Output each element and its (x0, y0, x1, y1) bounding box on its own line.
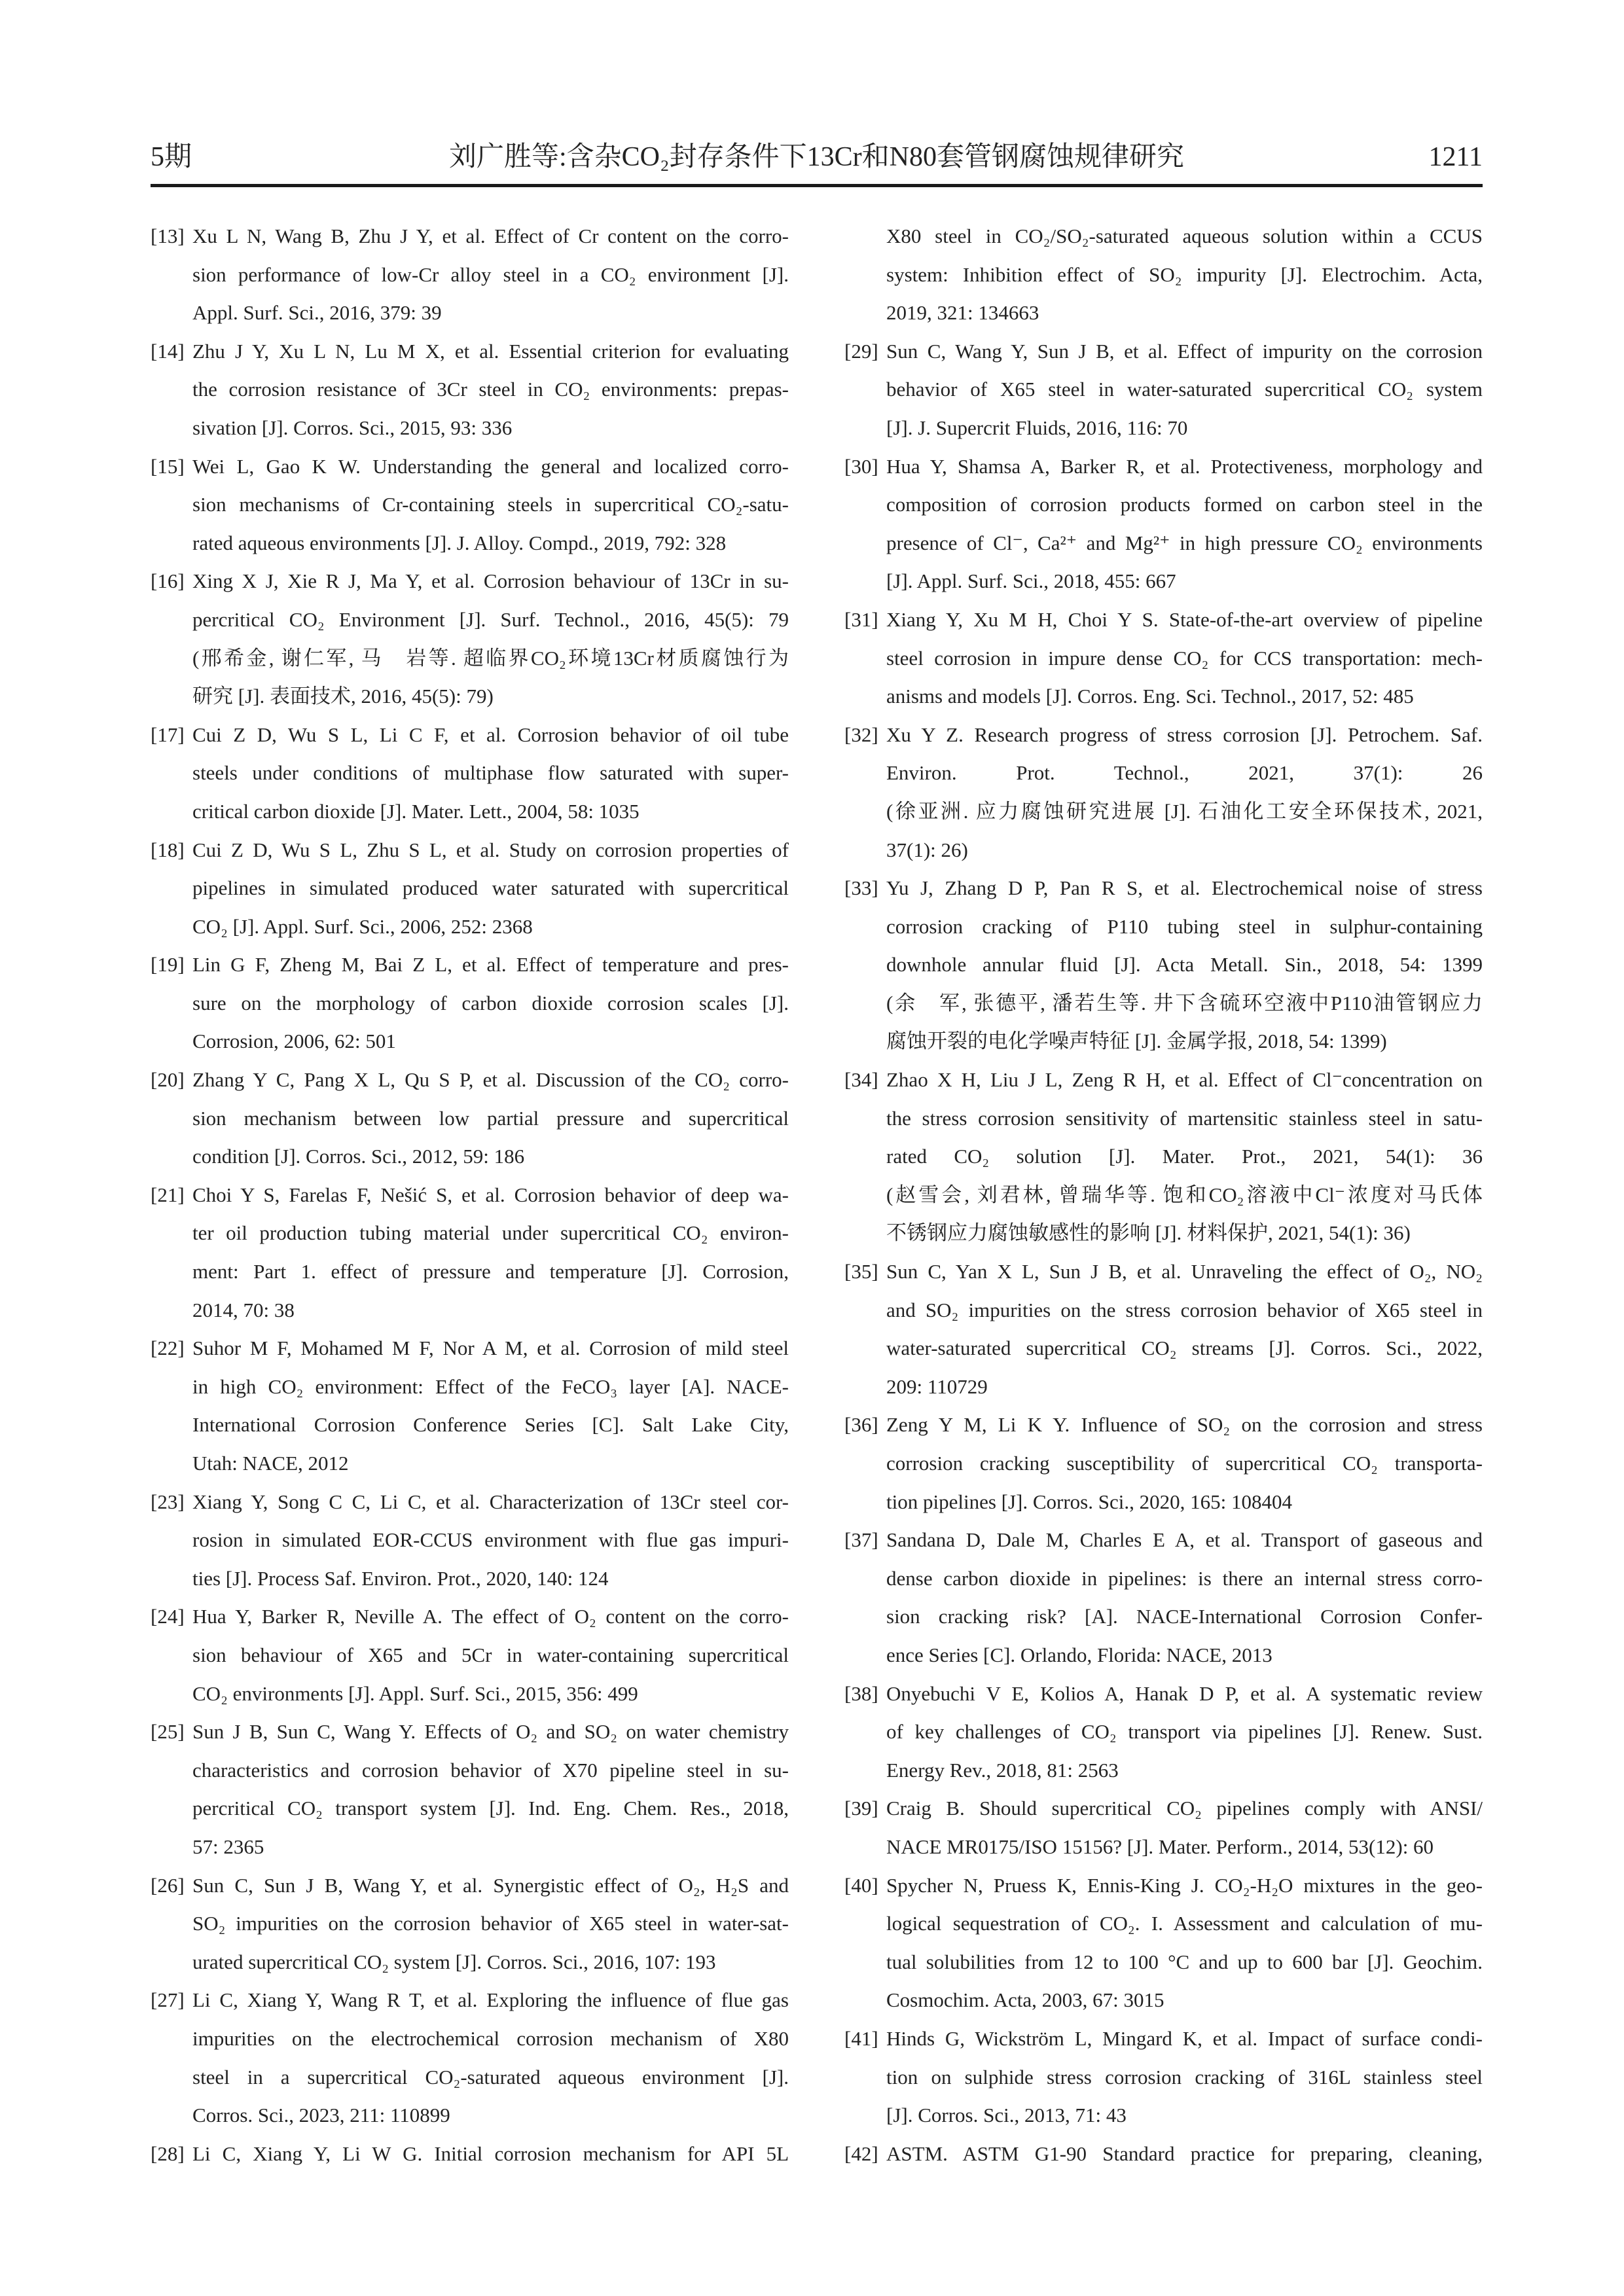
reference-line: Corros. Sci., 2023, 211: 110899 (192, 2104, 450, 2127)
reference-line: rated aqueous environments [J]. J. Alloy. Compd., 2019, 792: 328 (192, 531, 727, 554)
reference-number: [30] (844, 454, 878, 478)
reference-line: 37(1): 26) (886, 838, 968, 861)
reference-item (844, 1675, 1483, 1790)
reference-number: [31] (844, 607, 878, 631)
reference-item (844, 332, 1483, 448)
reference-number: [35] (844, 1260, 878, 1283)
reference-line: Xu L N, Wang B, Zhu J Y, et al. Effect of Cr content on the corro- (192, 224, 789, 247)
reference-line: Cui Z D, Wu S L, Li C F, et al. Corrosion behavior of oil tube (192, 723, 789, 746)
reference-number: [13] (151, 224, 185, 247)
reference-line: downhole annular fluid [J]. Acta Metall. Sin., 2018, 54: 1399 (886, 953, 1483, 977)
reference-line: sion mechanism between low partial pressure and supercritical (192, 1106, 789, 1130)
reference-line: composition of corrosion products formed on carbon steel in the (886, 493, 1483, 516)
reference-number: [20] (151, 1068, 185, 1092)
reference-item (844, 1253, 1483, 1406)
reference-line: (赵雪会, 刘君林, 曾瑞华等. 饱和CO₂溶液中Cl⁻浓度对马氏体 (886, 1183, 1483, 1206)
reference-number: [21] (151, 1183, 185, 1206)
reference-line: in high CO₂ environment: Effect of the FeCO₃ layer [A]. NACE- (192, 1374, 789, 1398)
reference-line: Suhor M F, Mohamed M F, Nor A M, et al. Corrosion of mild steel (192, 1336, 789, 1360)
reference-line: steel corrosion in impure dense CO₂ for CCS transportation: mech- (886, 646, 1483, 670)
reference-line: ence Series [C]. Orlando, Florida: NACE, 2013 (886, 1643, 1272, 1666)
reference-line: percritical CO₂ Environment [J]. Surf. Technol., 2016, 45(5): 79 (192, 607, 789, 631)
reference-line: Cosmochim. Acta, 2003, 67: 3015 (886, 1988, 1164, 2012)
reference-number: [33] (844, 876, 878, 900)
reference-line: Yu J, Zhang D P, Pan R S, et al. Electrochemical noise of stress (886, 876, 1483, 900)
reference-line: Appl. Surf. Sci., 2016, 379: 39 (192, 301, 442, 325)
reference-item (151, 1713, 789, 1866)
reference-number: [25] (151, 1720, 185, 1744)
reference-line: 2014, 70: 38 (192, 1298, 295, 1321)
reference-item (844, 1061, 1483, 1253)
running-header (151, 134, 1483, 180)
reference-line: Sun J B, Sun C, Wang Y. Effects of O₂ and SO₂ on water chemistry (192, 1720, 789, 1744)
reference-item (151, 1867, 789, 1982)
reference-item (844, 448, 1483, 601)
reference-line: presence of Cl⁻, Ca²⁺ and Mg²⁺ in high pressure CO₂ environments (886, 531, 1483, 554)
reference-number: [18] (151, 838, 185, 861)
reference-item (151, 1061, 789, 1176)
reference-item (151, 332, 789, 448)
reference-line: 57: 2365 (192, 1835, 264, 1858)
header-rule (151, 184, 1483, 187)
reference-item (844, 1406, 1483, 1521)
reference-line: characteristics and corrosion behavior of X70 pipeline steel in su- (192, 1758, 789, 1782)
issue-number: 5期 (151, 142, 192, 172)
reference-line: impurities on the electrochemical corrosion mechanism of X80 (192, 2026, 789, 2050)
reference-item (844, 217, 1483, 332)
references-left-column (151, 217, 789, 2173)
reference-number: [26] (151, 1873, 185, 1897)
reference-item (844, 1867, 1483, 2020)
reference-line: NACE MR0175/ISO 15156? [J]. Mater. Perform., 2014, 53(12): 60 (886, 1835, 1434, 1858)
reference-line: Zhu J Y, Xu L N, Lu M X, et al. Essential criterion for evaluating (192, 339, 789, 363)
reference-line: [J]. J. Supercrit Fluids, 2016, 116: 70 (886, 416, 1188, 439)
reference-number: [37] (844, 1528, 878, 1552)
reference-line: 209: 110729 (886, 1374, 988, 1398)
reference-item (151, 831, 789, 946)
reference-item (844, 1789, 1483, 1866)
reference-line: Choi Y S, Farelas F, Nešić S, et al. Corrosion behavior of deep wa- (192, 1183, 789, 1206)
reference-line: 不锈钢应力腐蚀敏感性的影响 [J]. 材料保护, 2021, 54(1): 36) (886, 1221, 1411, 1245)
reference-item (151, 448, 789, 563)
reference-number: [15] (151, 454, 185, 478)
reference-number: [36] (844, 1413, 878, 1437)
reference-line: behavior of X65 steel in water-saturated supercritical CO₂ system (886, 378, 1483, 401)
reference-line: urated supercritical CO₂ system [J]. Corros. Sci., 2016, 107: 193 (192, 1950, 716, 1973)
reference-line: dense carbon dioxide in pipelines: is there an internal stress corro- (886, 1566, 1483, 1590)
reference-line: Xing X J, Xie R J, Ma Y, et al. Corrosion behaviour of 13Cr in su- (192, 569, 789, 593)
reference-number: [39] (844, 1797, 878, 1820)
reference-line: Sandana D, Dale M, Charles E A, et al. Transport of gaseous and (886, 1528, 1483, 1552)
reference-line: ties [J]. Process Saf. Environ. Prot., 2020, 140: 124 (192, 1566, 609, 1590)
reference-item (151, 1483, 789, 1598)
reference-item (844, 601, 1483, 716)
running-title: 刘广胜等:含杂CO₂封存条件下13Cr和N80套管钢腐蚀规律研究 (449, 142, 1184, 172)
reference-line: sion mechanisms of Cr-containing steels in supercritical CO₂-satu- (192, 493, 789, 516)
reference-number: [19] (151, 953, 185, 977)
reference-item (844, 716, 1483, 869)
reference-line: critical carbon dioxide [J]. Mater. Lett., 2004, 58: 1035 (192, 799, 640, 823)
reference-number: [38] (844, 1681, 878, 1705)
reference-line: (余 军, 张德平, 潘若生等. 井下含硫环空液中P110油管钢应力 (886, 991, 1483, 1014)
reference-number: [40] (844, 1873, 878, 1897)
reference-line: sure on the morphology of carbon dioxide corrosion scales [J]. (192, 991, 789, 1014)
reference-line: sion performance of low-Cr alloy steel in a CO₂ environment [J]. (192, 262, 789, 286)
reference-line: ASTM. ASTM G1-90 Standard practice for preparing, cleaning, (886, 2142, 1483, 2165)
reference-line: Li C, Xiang Y, Li W G. Initial corrosion mechanism for API 5L (192, 2142, 789, 2165)
reference-line: [J]. Appl. Surf. Sci., 2018, 455: 667 (886, 569, 1176, 593)
reference-item (844, 2135, 1483, 2174)
reference-line: Xu Y Z. Research progress of stress corrosion [J]. Petrochem. Saf. (886, 723, 1483, 746)
page-number: 1211 (1428, 142, 1483, 172)
reference-line: condition [J]. Corros. Sci., 2012, 59: 186 (192, 1145, 525, 1168)
reference-line: Li C, Xiang Y, Wang R T, et al. Exploring the influence of flue gas (192, 1988, 789, 2012)
reference-line: Sun C, Yan X L, Sun J B, et al. Unraveling the effect of O₂, NO₂ (886, 1260, 1483, 1283)
reference-line: Energy Rev., 2018, 81: 2563 (886, 1758, 1119, 1782)
reference-line: steels under conditions of multiphase flow saturated with super- (192, 761, 789, 785)
reference-line: pipelines in simulated produced water saturated with supercritical (192, 876, 789, 900)
reference-line: corrosion cracking susceptibility of supercritical CO₂ transporta- (886, 1452, 1483, 1475)
reference-item (844, 869, 1483, 1061)
reference-line: 2019, 321: 134663 (886, 301, 1039, 325)
reference-line: Craig B. Should supercritical CO₂ pipelines comply with ANSI/ (886, 1797, 1483, 1820)
reference-line: corrosion cracking of P110 tubing steel in sulphur-containing (886, 914, 1483, 938)
reference-line: X80 steel in CO₂/SO₂-saturated aqueous solution within a CCUS (886, 224, 1483, 247)
reference-number: [14] (151, 339, 185, 363)
reference-item (151, 217, 789, 332)
reference-item (844, 1521, 1483, 1674)
reference-line: Utah: NACE, 2012 (192, 1452, 349, 1475)
reference-item (151, 946, 789, 1061)
reference-line: (徐亚洲. 应力腐蚀研究进展 [J]. 石油化工安全环保技术, 2021, (886, 799, 1483, 823)
reference-line: Zhang Y C, Pang X L, Qu S P, et al. Discussion of the CO₂ corro- (192, 1068, 789, 1092)
reference-number: [22] (151, 1336, 185, 1360)
reference-line: steel in a supercritical CO₂-saturated aqueous environment [J]. (192, 2065, 789, 2089)
reference-line: sivation [J]. Corros. Sci., 2015, 93: 336 (192, 416, 513, 439)
reference-line: Hua Y, Barker R, Neville A. The effect of O₂ content on the corro- (192, 1605, 789, 1628)
reference-line: Zhao X H, Liu J L, Zeng R H, et al. Effect of Cl⁻concentration on (886, 1068, 1483, 1092)
reference-number: [17] (151, 723, 185, 746)
reference-item (151, 562, 789, 715)
reference-line: Zeng Y M, Li K Y. Influence of SO₂ on the corrosion and stress (886, 1413, 1483, 1437)
reference-line: water-saturated supercritical CO₂ streams [J]. Corros. Sci., 2022, (886, 1336, 1483, 1360)
reference-line: Spycher N, Pruess K, Ennis-King J. CO₂-H₂O mixtures in the geo- (886, 1873, 1483, 1897)
reference-line: 研究 [J]. 表面技术, 2016, 45(5): 79) (192, 685, 494, 708)
reference-line: tion on sulphide stress corrosion cracking of 316L stainless steel (886, 2065, 1483, 2089)
reference-line: SO₂ impurities on the corrosion behavior of X65 steel in water-sat- (192, 1912, 789, 1935)
reference-line: Sun C, Wang Y, Sun J B, et al. Effect of impurity on the corrosion (886, 339, 1483, 363)
reference-line: and SO₂ impurities on the stress corrosion behavior of X65 steel in (886, 1298, 1483, 1321)
reference-line: Sun C, Sun J B, Wang Y, et al. Synergistic effect of O₂, H₂S and (192, 1873, 789, 1897)
reference-line: CO₂ [J]. Appl. Surf. Sci., 2006, 252: 2368 (192, 914, 533, 938)
reference-line: [J]. Corros. Sci., 2013, 71: 43 (886, 2104, 1127, 2127)
reference-line: rosion in simulated EOR-CCUS environment with flue gas impuri- (192, 1528, 789, 1552)
reference-line: Xiang Y, Song C C, Li C, et al. Characterization of 13Cr steel cor- (192, 1490, 789, 1513)
reference-number: [41] (844, 2026, 878, 2050)
reference-number: [24] (151, 1605, 185, 1628)
reference-line: (邢希金, 谢仁军, 马 岩等. 超临界CO₂环境13Cr材质腐蚀行为 (192, 646, 789, 670)
reference-number: [34] (844, 1068, 878, 1092)
reference-line: Xiang Y, Xu M H, Choi Y S. State-of-the-art overview of pipeline (886, 607, 1483, 631)
reference-line: Corrosion, 2006, 62: 501 (192, 1030, 396, 1053)
reference-line: the corrosion resistance of 3Cr steel in CO₂ environments: prepas- (192, 378, 789, 401)
reference-number: [32] (844, 723, 878, 746)
reference-line: anisms and models [J]. Corros. Eng. Sci. Technol., 2017, 52: 485 (886, 685, 1414, 708)
reference-line: rated CO₂ solution [J]. Mater. Prot., 2021, 54(1): 36 (886, 1145, 1483, 1168)
reference-line: tion pipelines [J]. Corros. Sci., 2020, 165: 108404 (886, 1490, 1292, 1513)
reference-line: International Corrosion Conference Series [C]. Salt Lake City, (192, 1413, 789, 1437)
reference-line: logical sequestration of CO₂. I. Assessment and calculation of mu- (886, 1912, 1483, 1935)
reference-number: [42] (844, 2142, 878, 2165)
reference-line: CO₂ environments [J]. Appl. Surf. Sci., 2015, 356: 499 (192, 1681, 638, 1705)
reference-line: sion behaviour of X65 and 5Cr in water-containing supercritical (192, 1643, 789, 1666)
reference-line: 腐蚀开裂的电化学噪声特征 [J]. 金属学报, 2018, 54: 1399) (886, 1030, 1387, 1053)
reference-item (844, 2020, 1483, 2135)
reference-item (151, 1598, 789, 1713)
reference-item (151, 2135, 789, 2174)
reference-line: the stress corrosion sensitivity of martensitic stainless steel in satu- (886, 1106, 1483, 1130)
reference-line: ment: Part 1. effect of pressure and temperature [J]. Corrosion, (192, 1260, 789, 1283)
reference-item (151, 1176, 789, 1329)
references-right-column (844, 217, 1483, 2173)
reference-number: [28] (151, 2142, 185, 2165)
reference-item (151, 716, 789, 831)
reference-line: tual solubilities from 12 to 100 °C and up to 600 bar [J]. Geochim. (886, 1950, 1483, 1973)
reference-line: Onyebuchi V E, Kolios A, Hanak D P, et al. A systematic review (886, 1681, 1483, 1705)
reference-line: of key challenges of CO₂ transport via pipelines [J]. Renew. Sust. (886, 1720, 1483, 1744)
reference-line: Lin G F, Zheng M, Bai Z L, et al. Effect of temperature and pres- (192, 953, 789, 977)
reference-line: percritical CO₂ transport system [J]. Ind. Eng. Chem. Res., 2018, (192, 1797, 789, 1820)
reference-number: [23] (151, 1490, 185, 1513)
reference-line: system: Inhibition effect of SO₂ impurity [J]. Electrochim. Acta, (886, 262, 1483, 286)
reference-line: Hinds G, Wickström L, Mingard K, et al. Impact of surface condi- (886, 2026, 1483, 2050)
reference-line: Wei L, Gao K W. Understanding the general and localized corro- (192, 454, 789, 478)
reference-number: [16] (151, 569, 185, 593)
reference-line: ter oil production tubing material under supercritical CO₂ environ- (192, 1221, 789, 1245)
reference-item (151, 1981, 789, 2134)
reference-item (151, 1329, 789, 1482)
reference-line: Environ. Prot. Technol., 2021, 37(1): 26 (886, 761, 1483, 785)
reference-line: Cui Z D, Wu S L, Zhu S L, et al. Study on corrosion properties of (192, 838, 789, 861)
reference-line: Hua Y, Shamsa A, Barker R, et al. Protectiveness, morphology and (886, 454, 1483, 478)
reference-number: [27] (151, 1988, 185, 2012)
reference-number: [29] (844, 339, 878, 363)
reference-line: sion cracking risk? [A]. NACE-International Corrosion Confer- (886, 1605, 1483, 1628)
